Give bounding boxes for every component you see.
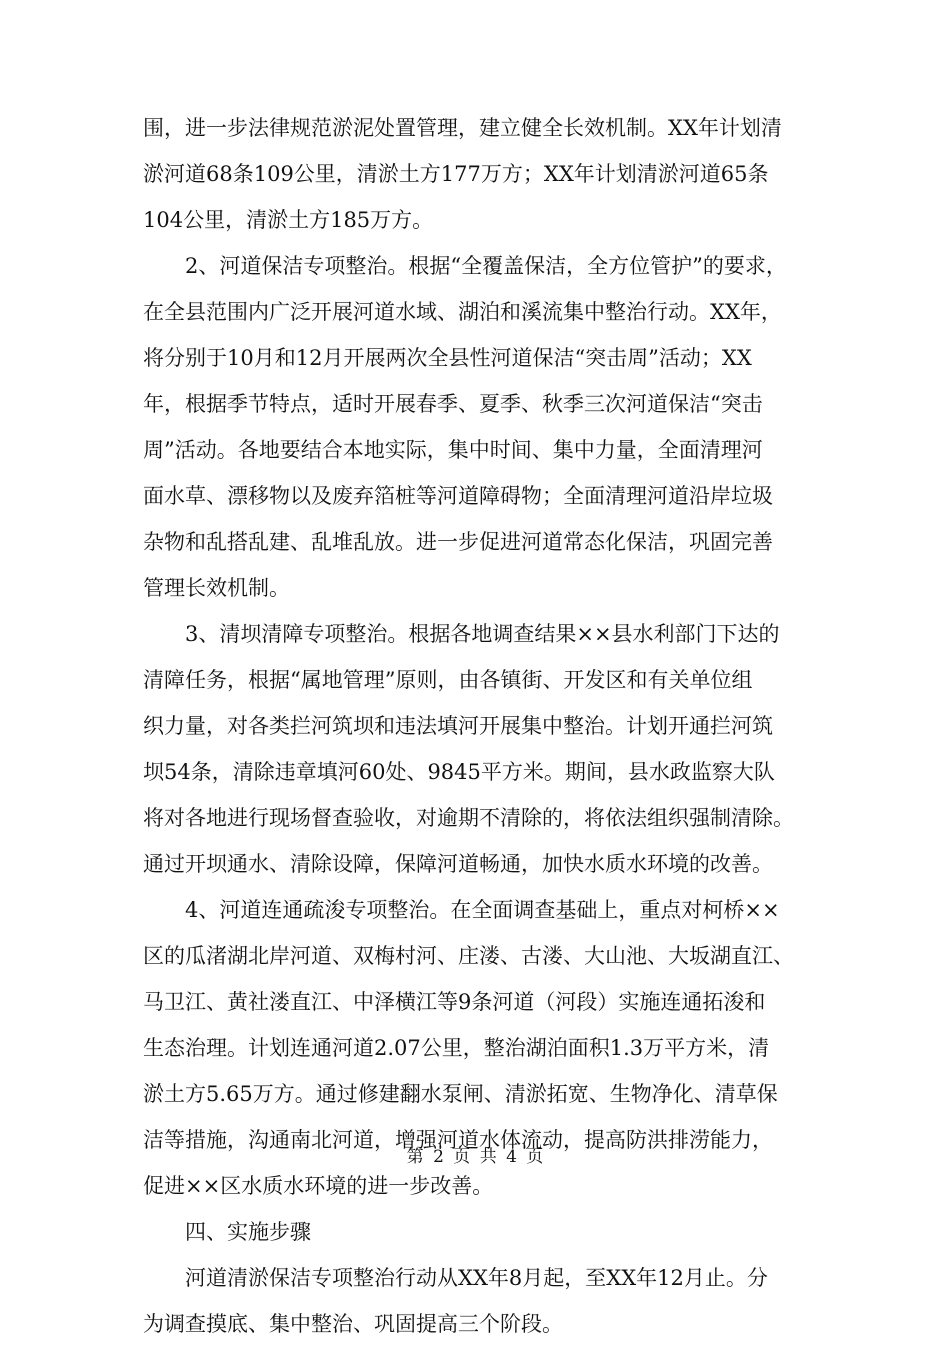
text-line: 管理长效机制。	[143, 576, 290, 600]
text-line: 马卫江、黄社溇直江、中泽横江等9条河道（河段）实施连通拓浚和	[143, 990, 766, 1014]
text-line: 4、河道连通疏浚专项整治。在全面调查基础上，重点对柯桥××	[143, 898, 780, 922]
text-line: 通过开坝通水、清除设障，保障河道畅通，加快水质水环境的改善。	[143, 852, 773, 876]
text-line: 2、河道保洁专项整治。根据“全覆盖保洁，全方位管护”的要求，	[143, 254, 787, 278]
text-line: 周”活动。各地要结合本地实际，集中时间、集中力量，全面清理河	[143, 438, 763, 462]
text-line: 区的瓜渚湖北岸河道、双梅村河、庄溇、古溇、大山池、大坂湖直江、	[143, 944, 794, 968]
text-line: 将分别于10月和12月开展两次全县性河道保洁“突击周”活动；XX	[143, 346, 752, 370]
text-line: 在全县范围内广泛开展河道水域、湖泊和溪流集中整治行动。XX年，	[143, 300, 782, 324]
text-line: 洁等措施，沟通南北河道，增强河道水体流动，提高防洪排涝能力，	[143, 1128, 773, 1152]
text-line: 年，根据季节特点，适时开展春季、夏季、秋季三次河道保洁“突击	[143, 392, 763, 416]
text-line: 杂物和乱搭乱建、乱堆乱放。进一步促进河道常态化保洁，巩固完善	[143, 530, 773, 554]
text-line: 淤河道68条109公里，清淤土方177万方；XX年计划清淤河道65条	[143, 162, 769, 186]
text-line: 面水草、漂移物以及废弃箔桩等河道障碍物；全面清理河道沿岸垃圾	[143, 484, 773, 508]
text-line: 清障任务，根据“属地管理”原则，由各镇街、开发区和有关单位组	[143, 668, 753, 692]
text-line: 为调查摸底、集中整治、巩固提高三个阶段。	[143, 1312, 563, 1336]
text-line: 织力量，对各类拦河筑坝和违法填河开展集中整治。计划开通拦河筑	[143, 714, 773, 738]
text-line: 生态治理。计划连通河道2.07公里，整治湖泊面积1.3万平方米，清	[143, 1036, 770, 1060]
text-line: 淤土方5.65万方。通过修建翻水泵闸、清淤拓宽、生物净化、清草保	[143, 1082, 778, 1106]
text-line: 河道清淤保洁专项整治行动从XX年8月起，至XX年12月止。分	[143, 1266, 768, 1290]
text-line: 3、清坝清障专项整治。根据各地调查结果××县水利部门下达的	[143, 622, 780, 646]
page-footer: 第 2 页 共 4 页	[406, 1147, 544, 1167]
text-line: 104公里，清淤土方185万方。	[143, 208, 434, 232]
text-line: 坝54条，清除违章填河60处、9845平方米。期间，县水政监察大队	[143, 760, 775, 784]
text-line: 促进××区水质水环境的进一步改善。	[143, 1174, 494, 1198]
text-line: 将对各地进行现场督查验收，对逾期不清除的，将依法组织强制清除。	[143, 806, 794, 830]
text-line: 四、实施步骤	[143, 1220, 311, 1244]
text-line: 围，进一步法律规范淤泥处置管理，建立健全长效机制。XX年计划清	[143, 116, 782, 140]
